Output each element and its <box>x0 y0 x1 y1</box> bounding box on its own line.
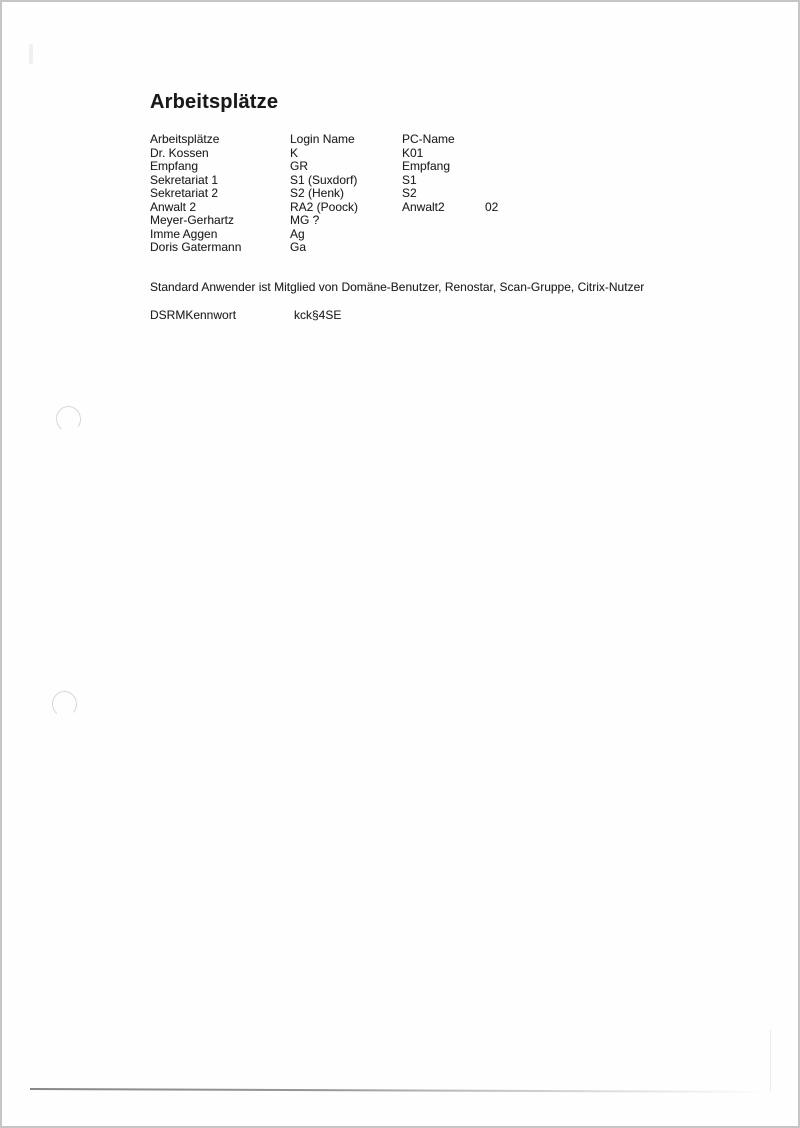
dsrm-password-label: DSRMKennwort <box>150 308 237 322</box>
dsrm-password-value: kck§4SE <box>294 308 342 322</box>
cell-pcname: Empfang <box>402 159 451 173</box>
cell-login: Ag <box>290 226 305 241</box>
table-row <box>150 241 525 255</box>
page-title: Arbeitsplätze <box>150 91 279 113</box>
cell-extra: 02 <box>485 199 499 214</box>
header-pc-name: PC-Name <box>402 132 455 146</box>
hole-punch-mark-top <box>54 404 82 433</box>
table-row <box>150 201 525 215</box>
table-row <box>150 187 525 201</box>
header-workstation: Arbeitsplätze <box>150 132 220 146</box>
cell-login: GR <box>290 159 308 173</box>
cell-extra <box>485 214 525 228</box>
scan-smudge-mark <box>29 44 33 64</box>
header-login-name: Login Name <box>290 132 355 146</box>
cell-workstation: Dr. Kossen <box>150 145 209 160</box>
cell-pcname: K01 <box>402 145 424 160</box>
cell-workstation: Imme Aggen <box>150 226 218 241</box>
cell-login: MG ? <box>290 213 320 227</box>
cell-pcname <box>402 214 485 228</box>
cell-workstation: Sekretariat 2 <box>150 186 219 200</box>
cell-extra <box>485 228 525 242</box>
membership-note: Standard Anwender ist Mitglied von Domäne-Benutzer, Renostar, Scan-Gruppe, Citrix-Nutzer <box>150 280 645 294</box>
cell-workstation: Empfang <box>150 159 199 173</box>
table-row <box>150 228 525 242</box>
table-row <box>150 147 525 161</box>
hole-punch-mark-bottom <box>51 690 78 718</box>
cell-extra <box>485 187 525 201</box>
cell-extra <box>485 160 525 174</box>
cell-pcname: Anwalt2 <box>402 199 445 214</box>
table-header-row <box>150 133 525 147</box>
cell-pcname: S2 <box>402 186 417 200</box>
cell-login: Ga <box>290 240 307 254</box>
cell-extra <box>485 147 525 161</box>
cell-pcname <box>402 228 485 242</box>
table-row <box>150 160 525 174</box>
cell-extra <box>485 241 525 255</box>
cell-pcname <box>402 241 485 255</box>
workstation-table <box>150 133 525 255</box>
cell-workstation: Doris Gatermann <box>150 240 242 254</box>
cell-login: S1 (Suxdorf) <box>290 172 358 187</box>
cell-workstation: Sekretariat 1 <box>150 172 219 187</box>
cell-workstation: Meyer-Gerhartz <box>150 213 235 227</box>
cell-login: S2 (Henk) <box>290 186 345 200</box>
cell-workstation: Anwalt 2 <box>150 199 197 214</box>
scan-edge-line <box>30 1088 768 1093</box>
cell-login: RA2 (Poock) <box>290 199 359 214</box>
table-row <box>150 214 525 228</box>
cell-pcname: S1 <box>402 172 417 187</box>
paper-edge-line <box>770 1030 771 1092</box>
cell-extra <box>485 174 525 188</box>
table-row <box>150 174 525 188</box>
header-extra <box>485 133 525 147</box>
cell-login: K <box>290 145 299 160</box>
dsrm-password-row <box>150 309 341 323</box>
